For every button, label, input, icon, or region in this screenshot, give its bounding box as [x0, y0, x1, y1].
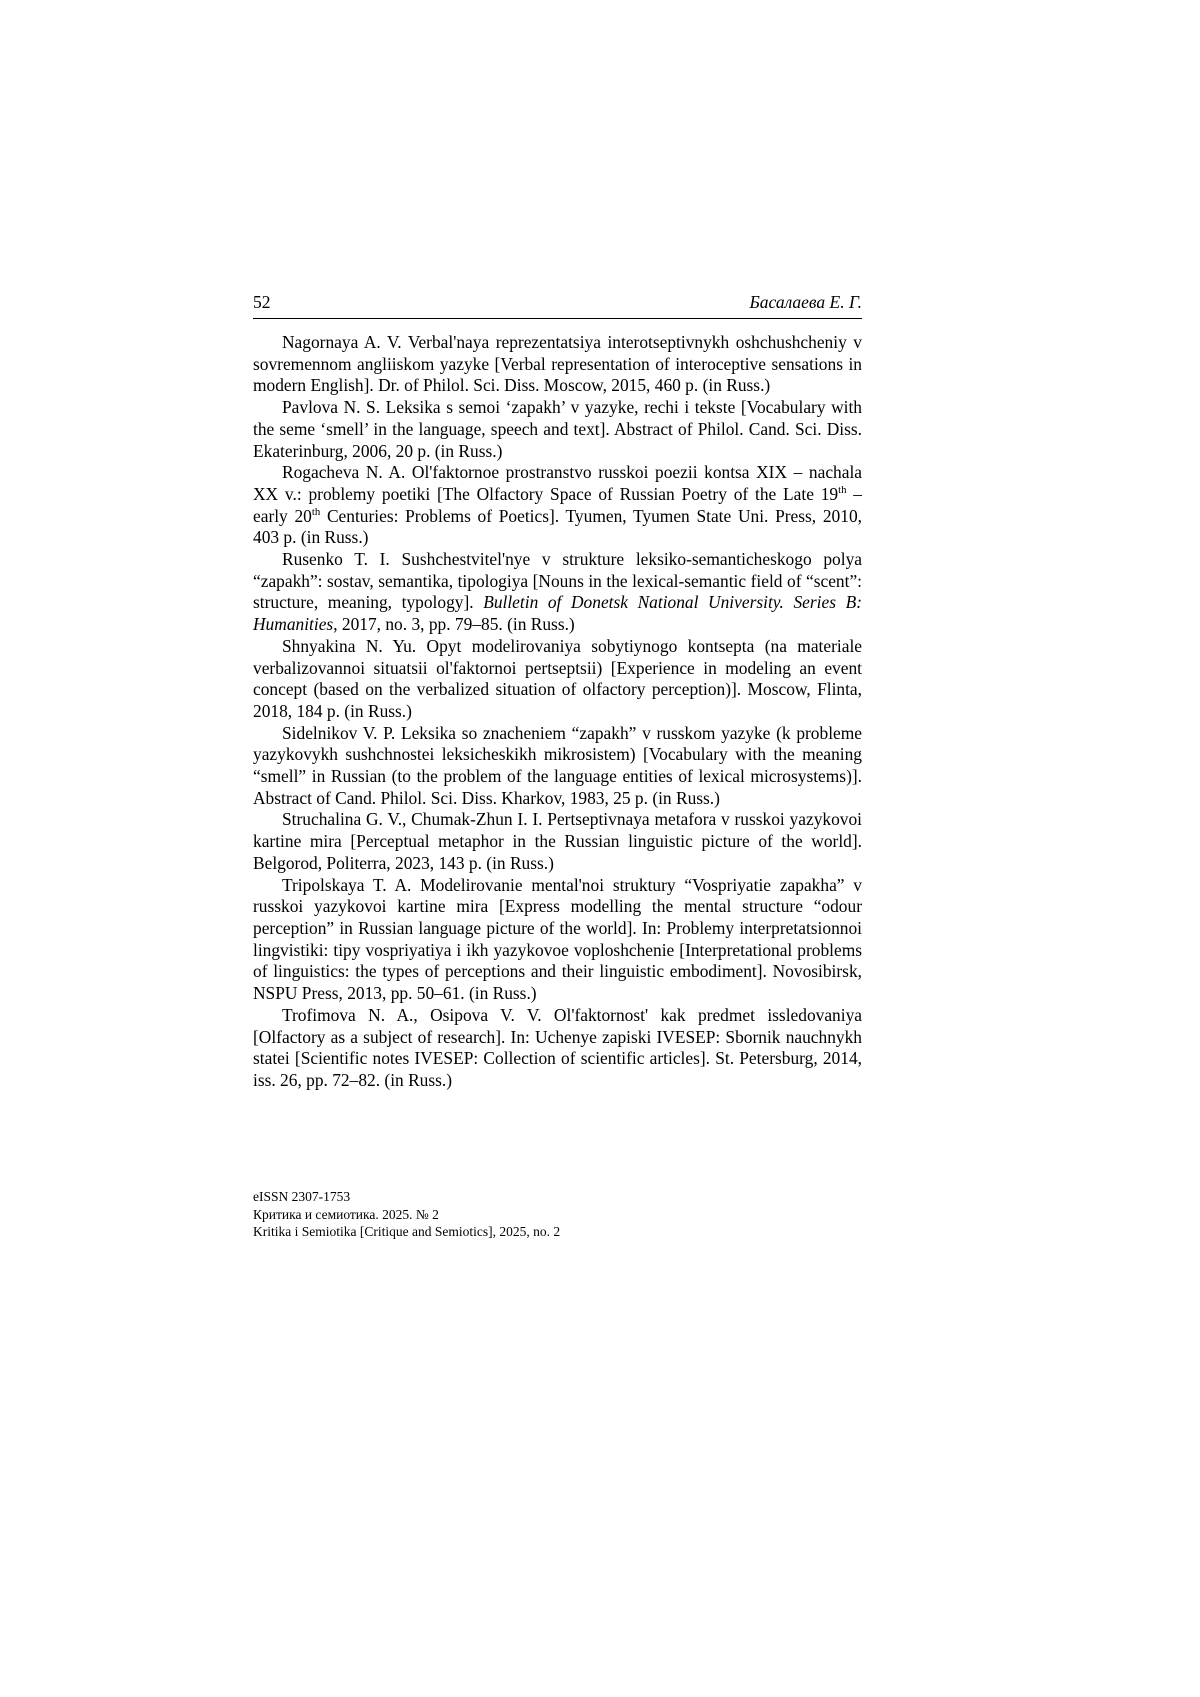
reference-text-segment: Pavlova N. S. Leksika s semoi ‘zapakh’ v yazyke, rechi i tekste [Vocabulary with the seme ‘smell’ in the language, speech and text]. Abstract of Philol. Cand. Sci. Diss. Ekaterinburg, 2006, 20 p. (in Russ.) [253, 397, 862, 461]
reference-entry [253, 723, 862, 810]
reference-text-segment: Tripolskaya T. A. Modelirovanie mental'noi struktury “Vospriyatie zapakha” v russkoi yazykovoi kartine mira [Express modelling the mental structure “odour perception” in Russian language picture of the world]. In: Problemy interpretatsionnoi lingvistiki: tipy vospriyatiya i ikh yazykovoe voploshchenie [Interpretational problems of linguistics: the types of perceptions and their linguistic embodiment]. Novosibirsk, NSPU Press, 2013, pp. 50–61. (in Russ.) [253, 874, 862, 1004]
footer-eissn: eISSN 2307-1753 [253, 1189, 351, 1204]
footer-journal-title-en: Kritika i Semiotika [Critique and Semiotics], 2025, no. 2 [253, 1224, 561, 1240]
reference-text-segment: Shnyakina N. Yu. Opyt modelirovaniya sobytiynogo kontsepta (na materiale verbalizovannoi situatsii ol'faktornoi pertseptsii) [Experience in modeling an event concept (based on the verbalized situation of olfactory perception)]. Moscow, Flinta, 2018, 184 p. (in Russ.) [253, 635, 862, 721]
references-list [253, 332, 862, 1092]
page-footer [253, 1188, 560, 1241]
page-number: 52 [253, 292, 271, 312]
text-column [253, 292, 862, 1092]
reference-text-segment: Rogacheva N. A. Ol'faktornoe prostranstvo russkoi poezii kontsa XIX – nachala XX v.: problemy poetiki [The Olfactory Space of Russian Poetry of the Late 19 [253, 462, 862, 504]
reference-text-segment: Rusenko T. I. Sushchestvitel'nye v strukture leksiko-semanticheskogo polya “zapakh”: sostav, semantika, tipologiya [Nouns in the lexical-semantic field of “scent”: structure, meaning, typology]. [253, 549, 862, 613]
reference-text-segment: Centuries: Problems of Poetics]. Tyumen, Tyumen State Uni. Press, 2010, 403 p. (in Russ.) [253, 505, 862, 548]
reference-entry [253, 875, 862, 1005]
reference-entry [253, 636, 862, 723]
reference-entry [253, 332, 862, 397]
reference-entry [253, 549, 862, 636]
reference-text-segment: Bulletin of Donetsk National University. Series B: Humanities [253, 592, 863, 635]
running-head-author: Басалаева Е. Г. [749, 292, 862, 312]
reference-text-segment: Trofimova N. A., Osipova V. V. Ol'faktornost' kak predmet issledovaniya [Olfactory as a subject of research]. In: Uchenye zapiski IVESEP: Sbornik nauchnykh statei [Scientific notes IVESEP: Collection of scientific articles]. St. Petersburg, 2014, iss. 26, pp. 72–82. (in Russ.) [253, 1004, 862, 1090]
reference-text-segment: , 2017, no. 3, pp. 79–85. (in Russ.) [333, 614, 575, 635]
footer-journal-title-ru: Критика и семиотика. 2025. № 2 [253, 1206, 439, 1222]
reference-text-segment: Sidelnikov V. P. Leksika so znacheniem “zapakh” v russkom yazyke (k probleme yazykovykh sushchnostei leksicheskikh mikrosistem) [Vocabulary with the meaning “smell” in Russian (to the problem of the language entities of lexical microsystems)]. Abstract of Cand. Philol. Sci. Diss. Kharkov, 1983, 25 p. (in Russ.) [253, 722, 862, 808]
reference-text-segment: Struchalina G. V., Chumak-Zhun I. I. Pertseptivnaya metafora v russkoi yazykovoi kartine mira [Perceptual metaphor in the Russian linguistic picture of the world]. Belgorod, Politerra, 2023, 143 p. (in Russ.) [253, 809, 862, 873]
reference-text-segment: – early 20 [253, 483, 862, 526]
reference-entry [253, 809, 862, 874]
page-header [253, 292, 862, 319]
reference-text-segment: th [311, 505, 321, 518]
reference-entry [253, 462, 862, 549]
reference-entry [253, 1005, 862, 1092]
reference-text-segment: Nagornaya A. V. Verbal'naya reprezentatsiya interotseptivnykh oshchushcheniy v sovremennom angliiskom yazyke [Verbal representation of interoceptive sensations in modern English]. Dr. of Philol. Sci. Diss. Moscow, 2015, 460 p. (in Russ.) [253, 332, 862, 396]
reference-entry [253, 397, 862, 462]
reference-text-segment: th [838, 484, 847, 497]
